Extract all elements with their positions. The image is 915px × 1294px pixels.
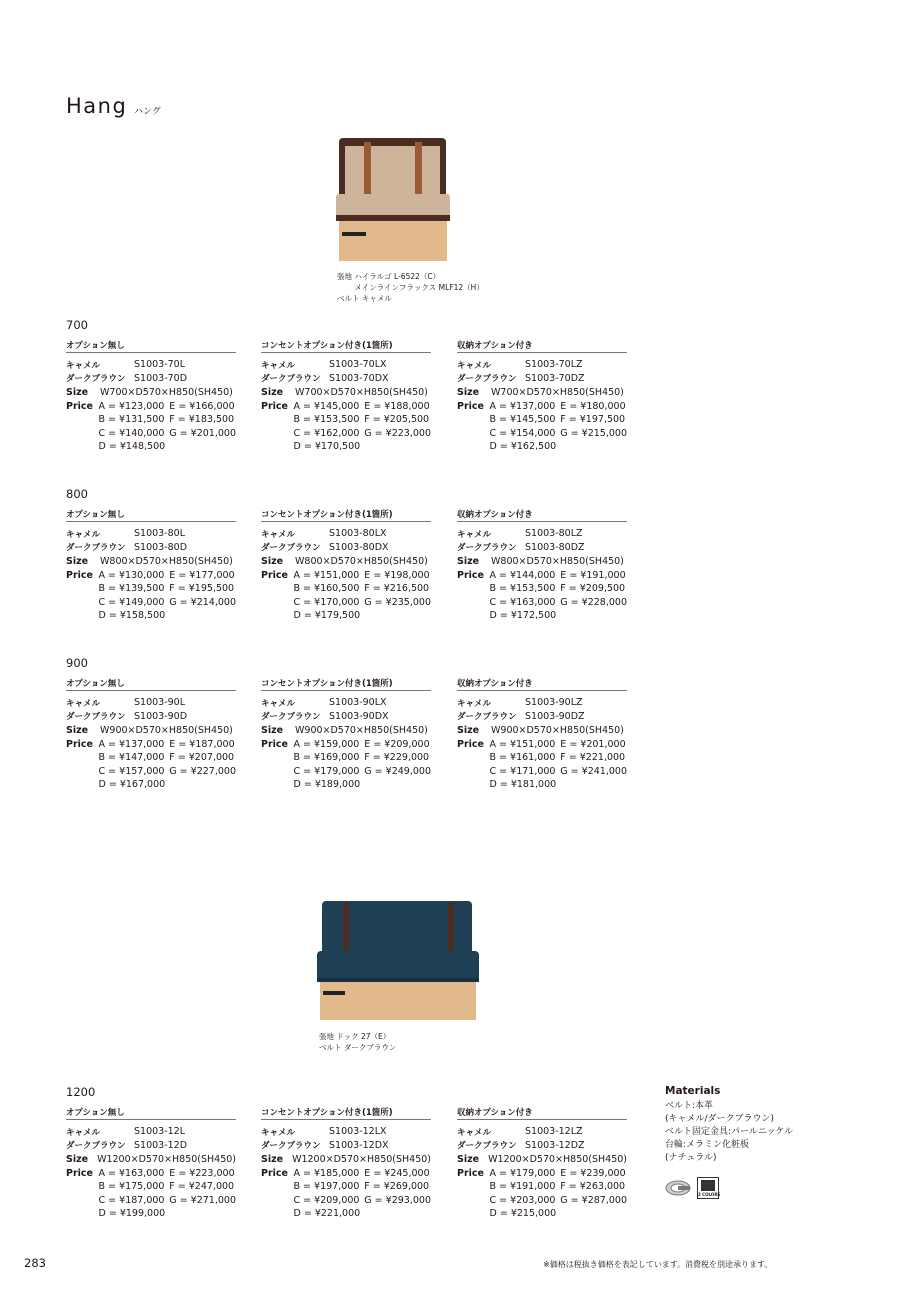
price-value: A = ¥144,000 [489, 569, 556, 581]
block-heading: 収納オプション付き [457, 337, 627, 353]
price-col-left [490, 400, 561, 454]
darkbrown-label: ダークブラウン [457, 1141, 517, 1152]
price-label: Price [261, 400, 288, 412]
price-value: A = ¥159,000 [293, 738, 360, 750]
darkbrown-code: S1003-90DZ [525, 710, 585, 722]
darkbrown-code: S1003-90DX [329, 710, 389, 722]
darkbrown-code: S1003-70D [134, 372, 188, 384]
price-label: Price [457, 1167, 484, 1179]
price-value: G = ¥287,000 [560, 1194, 627, 1206]
materials-line: ベルト:本革 [665, 1101, 714, 1111]
price-col-right [364, 400, 431, 454]
spec-block [261, 675, 431, 792]
spec-block [66, 675, 236, 792]
size-heading: 700 [66, 318, 88, 332]
camel-row [457, 1125, 627, 1139]
price-value: E = ¥245,000 [364, 1167, 430, 1179]
spec-block [457, 1104, 627, 1221]
price-col-left [490, 738, 561, 792]
price-value: C = ¥154,000 [489, 427, 556, 439]
spec-block [261, 337, 431, 454]
camel-label: キャメル [261, 1127, 296, 1138]
price-label: Price [66, 738, 93, 750]
price-col-left [294, 569, 365, 623]
price-value: G = ¥271,000 [169, 1194, 236, 1206]
block-heading: コンセントオプション付き(1箇所) [261, 1104, 431, 1120]
price-value: E = ¥223,000 [169, 1167, 235, 1179]
camel-label: キャメル [261, 360, 296, 371]
page-number: 283 [24, 1256, 46, 1270]
price-value: C = ¥209,000 [293, 1194, 360, 1206]
camel-row [261, 358, 431, 372]
price-value: A = ¥151,000 [293, 569, 360, 581]
size-label: Size [66, 1154, 89, 1166]
price-col-right [169, 569, 236, 623]
price-value: B = ¥153,500 [489, 583, 556, 594]
price-value: D = ¥172,500 [489, 610, 557, 621]
darkbrown-row [457, 541, 627, 555]
price-value: A = ¥163,000 [98, 1167, 165, 1179]
camel-row [457, 527, 627, 541]
price-col-right [560, 1167, 627, 1221]
caption-line: ベルト キャメル [337, 294, 392, 303]
price-value: E = ¥180,000 [560, 400, 626, 412]
price-value: A = ¥145,000 [293, 400, 360, 412]
price-value: B = ¥131,500 [98, 414, 165, 425]
price-value: B = ¥175,000 [98, 1181, 165, 1192]
materials-line: (ナチュラル) [665, 1153, 717, 1163]
size-label: Size [457, 556, 480, 568]
price-value: E = ¥187,000 [169, 738, 235, 750]
darkbrown-code: S1003-80D [134, 541, 188, 553]
price-value: G = ¥249,000 [364, 765, 431, 777]
price-value: A = ¥185,000 [293, 1167, 360, 1179]
size-row [66, 1153, 236, 1167]
price-value: G = ¥228,000 [560, 596, 627, 608]
camel-row [261, 696, 431, 710]
price-value: A = ¥137,000 [98, 738, 165, 750]
size-label: Size [261, 556, 284, 568]
spec-block [457, 337, 627, 454]
price-value: D = ¥158,500 [98, 610, 166, 621]
price-value: D = ¥221,000 [293, 1208, 361, 1219]
caption-line: メインラインフラックス MLF12（H） [337, 283, 484, 292]
price-col-left [490, 1167, 561, 1221]
size-label: Size [66, 725, 89, 737]
darkbrown-label: ダークブラウン [66, 712, 126, 723]
size-row [457, 724, 627, 738]
size-row [261, 386, 431, 400]
price-value: F = ¥216,500 [364, 583, 430, 594]
block-heading: 収納オプション付き [457, 506, 627, 522]
price-value: F = ¥269,000 [364, 1181, 430, 1192]
price-value: C = ¥187,000 [98, 1194, 165, 1206]
dimensions: W800×D570×H850(SH450) [295, 556, 428, 568]
size-heading: 1200 [66, 1085, 96, 1099]
dimensions: W900×D570×H850(SH450) [100, 725, 233, 737]
block-heading: コンセントオプション付き(1箇所) [261, 506, 431, 522]
price-value: G = ¥223,000 [364, 427, 431, 439]
leather-grade-icon [665, 1179, 691, 1197]
camel-label: キャメル [66, 698, 101, 709]
price-label: Price [457, 738, 484, 750]
darkbrown-code: S1003-80DX [329, 541, 389, 553]
size-row [66, 724, 236, 738]
size-heading: 800 [66, 487, 88, 501]
price-table [457, 400, 627, 454]
price-value: B = ¥145,500 [489, 414, 556, 425]
size-row [261, 555, 431, 569]
dimensions: W1200×D570×H850(SH450) [292, 1154, 431, 1166]
image1-caption [337, 271, 484, 304]
dimensions: W900×D570×H850(SH450) [491, 725, 624, 737]
darkbrown-code: S1003-90D [134, 710, 188, 722]
price-value: E = ¥166,000 [169, 400, 235, 412]
camel-code: S1003-80LZ [525, 528, 583, 540]
camel-row [66, 696, 236, 710]
block-heading: オプション無し [66, 675, 236, 691]
price-value: F = ¥205,500 [364, 414, 430, 425]
camel-row [261, 1125, 431, 1139]
price-col-right [364, 1167, 431, 1221]
dimensions: W1200×D570×H850(SH450) [97, 1154, 236, 1166]
size-row [261, 1153, 431, 1167]
price-value: B = ¥169,000 [293, 752, 360, 763]
price-value: D = ¥189,000 [293, 779, 361, 790]
price-col-left [99, 738, 170, 792]
camel-row [66, 527, 236, 541]
darkbrown-row [66, 372, 236, 386]
darkbrown-row [66, 710, 236, 724]
price-label: Price [66, 400, 93, 412]
price-value: A = ¥137,000 [489, 400, 556, 412]
size-label: Size [457, 1154, 480, 1166]
dimensions: W1200×D570×H850(SH450) [488, 1154, 627, 1166]
spec-block [457, 675, 627, 792]
page-subtitle: ハング [134, 107, 161, 117]
price-col-left [99, 400, 170, 454]
price-table [261, 738, 431, 792]
size-label: Size [457, 725, 480, 737]
price-value: B = ¥197,000 [293, 1181, 360, 1192]
price-table [261, 569, 431, 623]
price-value: D = ¥170,500 [293, 441, 361, 452]
price-value: B = ¥147,000 [98, 752, 165, 763]
price-table [261, 400, 431, 454]
price-value: F = ¥197,500 [560, 414, 626, 425]
price-value: G = ¥293,000 [364, 1194, 431, 1206]
price-value: C = ¥149,000 [98, 596, 165, 608]
price-value: F = ¥195,500 [169, 583, 235, 594]
camel-row [261, 527, 431, 541]
size-label: Size [261, 725, 284, 737]
price-label: Price [66, 569, 93, 581]
sofa-image-navy [317, 901, 479, 1021]
price-value: F = ¥221,000 [560, 752, 626, 763]
price-label: Price [261, 738, 288, 750]
camel-label: キャメル [457, 1127, 492, 1138]
price-value: G = ¥227,000 [169, 765, 236, 777]
darkbrown-label: ダークブラウン [66, 374, 126, 385]
darkbrown-row [261, 372, 431, 386]
size-row [457, 386, 627, 400]
price-value: B = ¥161,000 [489, 752, 556, 763]
camel-code: S1003-80L [134, 528, 186, 540]
price-table [457, 569, 627, 623]
price-col-left [294, 738, 365, 792]
size-label: Size [261, 387, 284, 399]
price-value: G = ¥214,000 [169, 596, 236, 608]
darkbrown-label: ダークブラウン [457, 543, 517, 554]
price-value: D = ¥179,500 [293, 610, 361, 621]
price-value: D = ¥199,000 [98, 1208, 166, 1219]
page-title: Hang [66, 94, 128, 118]
size-label: Size [261, 1154, 284, 1166]
size-row [457, 1153, 627, 1167]
darkbrown-label: ダークブラウン [261, 1141, 321, 1152]
price-value: A = ¥151,000 [489, 738, 556, 750]
price-label: Price [457, 400, 484, 412]
block-heading: 収納オプション付き [457, 1104, 627, 1120]
materials [665, 1085, 793, 1165]
price-value: C = ¥157,000 [98, 765, 165, 777]
price-table [66, 400, 236, 454]
price-label: Price [66, 1167, 93, 1179]
price-value: E = ¥201,000 [560, 738, 626, 750]
darkbrown-row [457, 710, 627, 724]
camel-label: キャメル [261, 529, 296, 540]
camel-label: キャメル [66, 360, 101, 371]
price-col-right [560, 738, 627, 792]
price-col-left [99, 1167, 170, 1221]
dimensions: W800×D570×H850(SH450) [100, 556, 233, 568]
camel-code: S1003-70LX [329, 359, 387, 371]
size-row [66, 555, 236, 569]
price-value: D = ¥215,000 [489, 1208, 557, 1219]
dimensions: W900×D570×H850(SH450) [295, 725, 428, 737]
spec-block [66, 506, 236, 623]
material-icons [665, 1177, 719, 1199]
price-value: C = ¥179,000 [293, 765, 360, 777]
materials-line: (キャメル/ダークブラウン) [665, 1114, 775, 1124]
camel-code: S1003-90LX [329, 697, 387, 709]
camel-label: キャメル [66, 529, 101, 540]
darkbrown-row [261, 541, 431, 555]
darkbrown-label: ダークブラウン [261, 374, 321, 385]
camel-label: キャメル [457, 698, 492, 709]
price-col-left [294, 400, 365, 454]
price-value: A = ¥123,000 [98, 400, 165, 412]
darkbrown-label: ダークブラウン [261, 543, 321, 554]
price-table [66, 1167, 236, 1221]
darkbrown-row [66, 1139, 236, 1153]
price-value: G = ¥241,000 [560, 765, 627, 777]
two-colors-icon [697, 1177, 719, 1199]
camel-code: S1003-12LX [329, 1126, 387, 1138]
camel-code: S1003-90LZ [525, 697, 583, 709]
darkbrown-label: ダークブラウン [261, 712, 321, 723]
price-value: B = ¥139,500 [98, 583, 165, 594]
darkbrown-code: S1003-70DX [329, 372, 389, 384]
camel-code: S1003-90L [134, 697, 186, 709]
spec-block [66, 337, 236, 454]
price-table [457, 738, 627, 792]
dimensions: W800×D570×H850(SH450) [491, 556, 624, 568]
image2-caption [319, 1031, 396, 1053]
size-label: Size [66, 387, 89, 399]
camel-label: キャメル [457, 529, 492, 540]
price-value: E = ¥191,000 [560, 569, 626, 581]
materials-line: 台輪:メラミン化粧板 [665, 1140, 750, 1150]
materials-heading: Materials [665, 1085, 721, 1097]
price-col-left [490, 569, 561, 623]
block-heading: オプション無し [66, 337, 236, 353]
price-value: F = ¥183,500 [169, 414, 235, 425]
tax-note: ※価格は税抜き価格を表記しています。消費税を別途承ります。 [543, 1260, 773, 1269]
darkbrown-label: ダークブラウン [66, 543, 126, 554]
price-value: G = ¥215,000 [560, 427, 627, 439]
price-col-right [364, 569, 431, 623]
size-row [66, 386, 236, 400]
price-label: Price [457, 569, 484, 581]
price-value: C = ¥171,000 [489, 765, 556, 777]
price-col-right [169, 1167, 236, 1221]
price-value: E = ¥188,000 [364, 400, 430, 412]
camel-row [66, 358, 236, 372]
price-value: C = ¥170,000 [293, 596, 360, 608]
camel-row [457, 696, 627, 710]
camel-row [66, 1125, 236, 1139]
size-label: Size [66, 556, 89, 568]
price-value: E = ¥209,000 [364, 738, 430, 750]
camel-label: キャメル [261, 698, 296, 709]
size-label: Size [457, 387, 480, 399]
darkbrown-label: ダークブラウン [66, 1141, 126, 1152]
price-value: C = ¥163,000 [489, 596, 556, 608]
price-value: E = ¥177,000 [169, 569, 235, 581]
camel-code: S1003-12LZ [525, 1126, 583, 1138]
price-value: F = ¥207,000 [169, 752, 235, 763]
price-col-left [99, 569, 170, 623]
price-col-right [169, 400, 236, 454]
price-value: A = ¥179,000 [489, 1167, 556, 1179]
caption-line: ベルト ダークブラウン [319, 1043, 397, 1052]
price-col-right [169, 738, 236, 792]
price-table [261, 1167, 431, 1221]
spec-block [261, 506, 431, 623]
price-col-left [294, 1167, 365, 1221]
price-value: E = ¥239,000 [560, 1167, 626, 1179]
price-value: B = ¥153,500 [293, 414, 360, 425]
block-heading: オプション無し [66, 506, 236, 522]
price-value: G = ¥201,000 [169, 427, 236, 439]
block-heading: オプション無し [66, 1104, 236, 1120]
block-heading: コンセントオプション付き(1箇所) [261, 675, 431, 691]
camel-code: S1003-80LX [329, 528, 387, 540]
two-colors-label: 2 COLORS [698, 1192, 721, 1197]
price-value: C = ¥203,000 [489, 1194, 556, 1206]
dimensions: W700×D570×H850(SH450) [491, 387, 624, 399]
darkbrown-row [66, 541, 236, 555]
dimensions: W700×D570×H850(SH450) [100, 387, 233, 399]
dimensions: W700×D570×H850(SH450) [295, 387, 428, 399]
price-col-right [560, 569, 627, 623]
size-row [457, 555, 627, 569]
sofa-image-beige [336, 138, 450, 262]
price-value: F = ¥229,000 [364, 752, 430, 763]
price-value: E = ¥198,000 [364, 569, 430, 581]
caption-line: 張地 ハイラルゴ L-6522（C） [337, 272, 441, 281]
price-table [66, 569, 236, 623]
camel-label: キャメル [66, 1127, 101, 1138]
spec-block [457, 506, 627, 623]
price-value: F = ¥263,000 [560, 1181, 626, 1192]
camel-label: キャメル [457, 360, 492, 371]
materials-line: ベルト固定金具:パールニッケル [665, 1127, 794, 1137]
darkbrown-row [261, 1139, 431, 1153]
price-value: C = ¥140,000 [98, 427, 165, 439]
darkbrown-code: S1003-70DZ [525, 372, 585, 384]
price-value: C = ¥162,000 [293, 427, 360, 439]
camel-row [457, 358, 627, 372]
price-value: F = ¥247,000 [169, 1181, 235, 1192]
price-value: A = ¥130,000 [98, 569, 165, 581]
size-row [261, 724, 431, 738]
darkbrown-code: S1003-12DX [329, 1139, 389, 1151]
darkbrown-label: ダークブラウン [457, 712, 517, 723]
darkbrown-row [457, 1139, 627, 1153]
darkbrown-code: S1003-12DZ [525, 1139, 585, 1151]
price-value: F = ¥209,500 [560, 583, 626, 594]
darkbrown-row [261, 710, 431, 724]
price-table [457, 1167, 627, 1221]
price-table [66, 738, 236, 792]
price-value: B = ¥191,000 [489, 1181, 556, 1192]
price-col-right [560, 400, 627, 454]
price-value: D = ¥148,500 [98, 441, 166, 452]
price-label: Price [261, 569, 288, 581]
price-col-right [364, 738, 431, 792]
camel-code: S1003-70LZ [525, 359, 583, 371]
darkbrown-code: S1003-12D [134, 1139, 188, 1151]
block-heading: 収納オプション付き [457, 675, 627, 691]
camel-code: S1003-12L [134, 1126, 186, 1138]
price-value: G = ¥235,000 [364, 596, 431, 608]
darkbrown-label: ダークブラウン [457, 374, 517, 385]
darkbrown-row [457, 372, 627, 386]
spec-block [261, 1104, 431, 1221]
block-heading: コンセントオプション付き(1箇所) [261, 337, 431, 353]
price-label: Price [261, 1167, 288, 1179]
price-value: D = ¥181,000 [489, 779, 557, 790]
price-value: D = ¥167,000 [98, 779, 166, 790]
camel-code: S1003-70L [134, 359, 186, 371]
spec-block [66, 1104, 236, 1221]
caption-line: 張地 ドック 27（E） [319, 1032, 391, 1041]
size-heading: 900 [66, 656, 88, 670]
price-value: B = ¥160,500 [293, 583, 360, 594]
darkbrown-code: S1003-80DZ [525, 541, 585, 553]
price-value: D = ¥162,500 [489, 441, 557, 452]
